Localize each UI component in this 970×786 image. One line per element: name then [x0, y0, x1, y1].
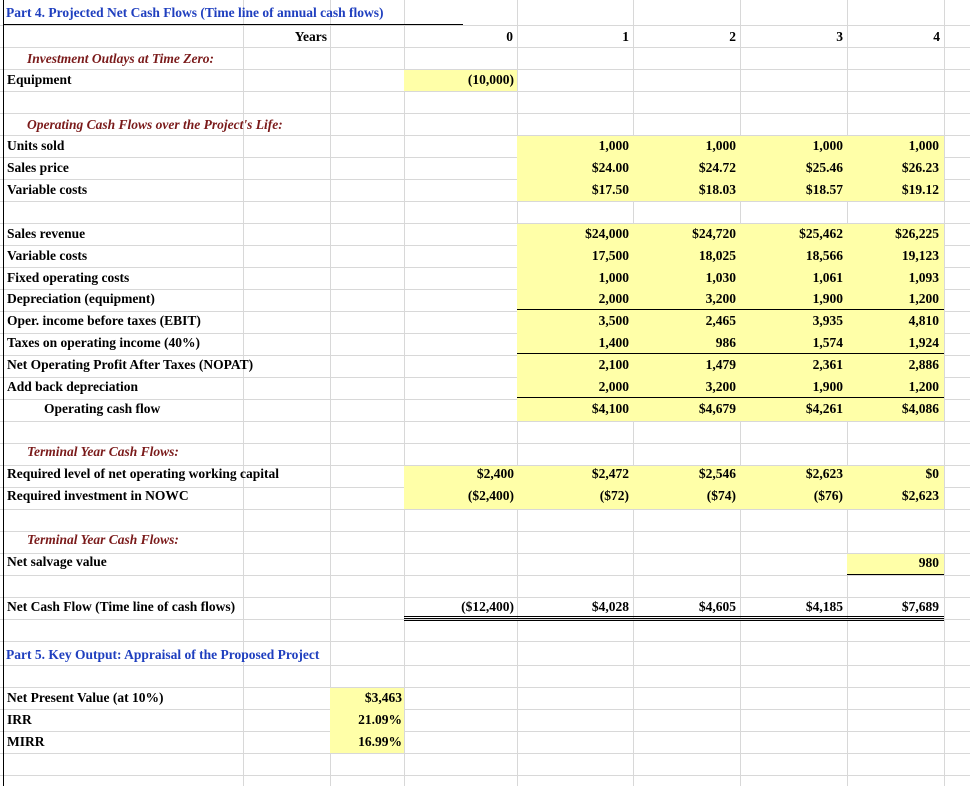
depreciation-y4[interactable]: 1,200	[908, 291, 939, 306]
sales-price-y4[interactable]: $26.23	[901, 160, 939, 175]
terminal-header-2: Terminal Year Cash Flows:	[27, 532, 179, 547]
operating-cash-flow-label: Operating cash flow	[44, 401, 161, 416]
required-nowc-y2[interactable]: $2,546	[698, 466, 736, 481]
variable-cost-input-y2[interactable]: $18.03	[698, 182, 736, 197]
add-back-depreciation-label: Add back depreciation	[7, 379, 139, 394]
mirr-value[interactable]: 16.99%	[358, 734, 402, 749]
required-nowc-y4[interactable]: $0	[925, 466, 939, 481]
investment-nowc-y4[interactable]: $2,623	[901, 488, 939, 503]
part4-title: Part 4. Projected Net Cash Flows (Time line of annual cash flows)	[6, 5, 384, 20]
year-0-header: 0	[506, 29, 513, 44]
operating-cash-flow-y4[interactable]: $4,086	[901, 401, 939, 416]
year-3-header: 3	[836, 29, 843, 44]
variable-cost-input-y1[interactable]: $17.50	[591, 182, 629, 197]
investment-nowc-y1[interactable]: ($72)	[599, 488, 629, 503]
irr-label: IRR	[7, 712, 32, 727]
taxes-y4[interactable]: 1,924	[908, 335, 939, 350]
net-cash-flow-y4[interactable]: $7,689	[901, 599, 939, 614]
units-sold-y1[interactable]: 1,000	[598, 138, 629, 153]
depreciation-y3[interactable]: 1,900	[812, 291, 843, 306]
terminal-header-1: Terminal Year Cash Flows:	[27, 444, 179, 459]
year-2-header: 2	[729, 29, 736, 44]
investment-nowc-y2[interactable]: ($74)	[706, 488, 736, 503]
depreciation-y2[interactable]: 3,200	[705, 291, 736, 306]
units-sold-y4[interactable]: 1,000	[908, 138, 939, 153]
year-1-header: 1	[622, 29, 629, 44]
variable-cost-input-y4[interactable]: $19.12	[901, 182, 939, 197]
equipment-label: Equipment	[7, 72, 72, 87]
years-label: Years	[294, 29, 327, 44]
sales-revenue-y2[interactable]: $24,720	[692, 226, 736, 241]
investment-nowc-y3[interactable]: ($76)	[813, 488, 843, 503]
operating-cash-flow-y1[interactable]: $4,100	[591, 401, 629, 416]
sales-price-y2[interactable]: $24.72	[698, 160, 736, 175]
add-back-depreciation-y3[interactable]: 1,900	[812, 379, 843, 394]
add-back-depreciation-y1[interactable]: 2,000	[598, 379, 629, 394]
sales-revenue-y3[interactable]: $25,462	[799, 226, 843, 241]
operating-cash-flow-y2[interactable]: $4,679	[698, 401, 736, 416]
variable-costs-label: Variable costs	[7, 248, 88, 263]
taxes-label: Taxes on operating income (40%)	[7, 335, 200, 350]
equipment-value[interactable]: (10,000)	[467, 72, 514, 87]
net-cash-flow-y2[interactable]: $4,605	[698, 599, 736, 614]
units-sold-y2[interactable]: 1,000	[705, 138, 736, 153]
variable-cost-input-label: Variable costs	[7, 182, 88, 197]
required-nowc-y1[interactable]: $2,472	[591, 466, 629, 481]
ebit-y1[interactable]: 3,500	[598, 313, 629, 328]
net-cash-flow-y0[interactable]: ($12,400)	[461, 599, 514, 614]
sales-revenue-y4[interactable]: $26,225	[895, 226, 939, 241]
npv-label: Net Present Value (at 10%)	[7, 690, 164, 705]
net-cash-flow-label: Net Cash Flow (Time line of cash flows)	[7, 599, 236, 614]
depreciation-y1[interactable]: 2,000	[598, 291, 629, 306]
fixed-costs-y4[interactable]: 1,093	[908, 270, 939, 285]
ebit-y3[interactable]: 3,935	[812, 313, 843, 328]
net-cash-flow-y1[interactable]: $4,028	[591, 599, 629, 614]
variable-costs-y3[interactable]: 18,566	[805, 248, 843, 263]
units-sold-label: Units sold	[7, 138, 65, 153]
depreciation-label: Depreciation (equipment)	[7, 291, 155, 306]
variable-cost-input-y3[interactable]: $18.57	[805, 182, 843, 197]
irr-value[interactable]: 21.09%	[358, 712, 402, 727]
sales-revenue-y1[interactable]: $24,000	[585, 226, 629, 241]
sales-revenue-label: Sales revenue	[7, 226, 86, 241]
taxes-y1[interactable]: 1,400	[598, 335, 629, 350]
nopat-label: Net Operating Profit After Taxes (NOPAT)	[7, 357, 254, 372]
ebit-y2[interactable]: 2,465	[705, 313, 736, 328]
taxes-y2[interactable]: 986	[715, 335, 736, 350]
fixed-costs-label: Fixed operating costs	[7, 270, 130, 285]
investment-nowc-y0[interactable]: ($2,400)	[467, 488, 514, 503]
mirr-label: MIRR	[7, 734, 45, 749]
salvage-label: Net salvage value	[7, 554, 107, 569]
required-nowc-label: Required level of net operating working capital	[7, 466, 279, 481]
salvage-value[interactable]: 980	[918, 555, 939, 570]
fixed-costs-y1[interactable]: 1,000	[598, 270, 629, 285]
net-cash-flow-y3[interactable]: $4,185	[805, 599, 843, 614]
ebit-label: Oper. income before taxes (EBIT)	[7, 313, 201, 328]
npv-value[interactable]: $3,463	[364, 690, 402, 705]
sales-price-label: Sales price	[7, 160, 69, 175]
year-4-header: 4	[933, 29, 940, 44]
variable-costs-y1[interactable]: 17,500	[591, 248, 629, 263]
required-nowc-y0[interactable]: $2,400	[476, 466, 514, 481]
nopat-y1[interactable]: 2,100	[598, 357, 629, 372]
investment-nowc-label: Required investment in NOWC	[7, 488, 189, 503]
ebit-y4[interactable]: 4,810	[908, 313, 939, 328]
nopat-y4[interactable]: 2,886	[908, 357, 939, 372]
nopat-y3[interactable]: 2,361	[812, 357, 843, 372]
sales-price-y1[interactable]: $24.00	[591, 160, 629, 175]
operating-header: Operating Cash Flows over the Project's Life:	[27, 117, 283, 132]
taxes-y3[interactable]: 1,574	[812, 335, 843, 350]
sales-price-y3[interactable]: $25.46	[805, 160, 843, 175]
add-back-depreciation-y4[interactable]: 1,200	[908, 379, 939, 394]
fixed-costs-y3[interactable]: 1,061	[812, 270, 843, 285]
units-sold-y3[interactable]: 1,000	[812, 138, 843, 153]
investment-header: Investment Outlays at Time Zero:	[27, 51, 214, 66]
add-back-depreciation-y2[interactable]: 3,200	[705, 379, 736, 394]
required-nowc-y3[interactable]: $2,623	[805, 466, 843, 481]
variable-costs-y4[interactable]: 19,123	[901, 248, 939, 263]
nopat-y2[interactable]: 1,479	[705, 357, 736, 372]
part5-title: Part 5. Key Output: Appraisal of the Proposed Project	[6, 647, 320, 662]
operating-cash-flow-y3[interactable]: $4,261	[805, 401, 843, 416]
variable-costs-y2[interactable]: 18,025	[698, 248, 736, 263]
fixed-costs-y2[interactable]: 1,030	[705, 270, 736, 285]
